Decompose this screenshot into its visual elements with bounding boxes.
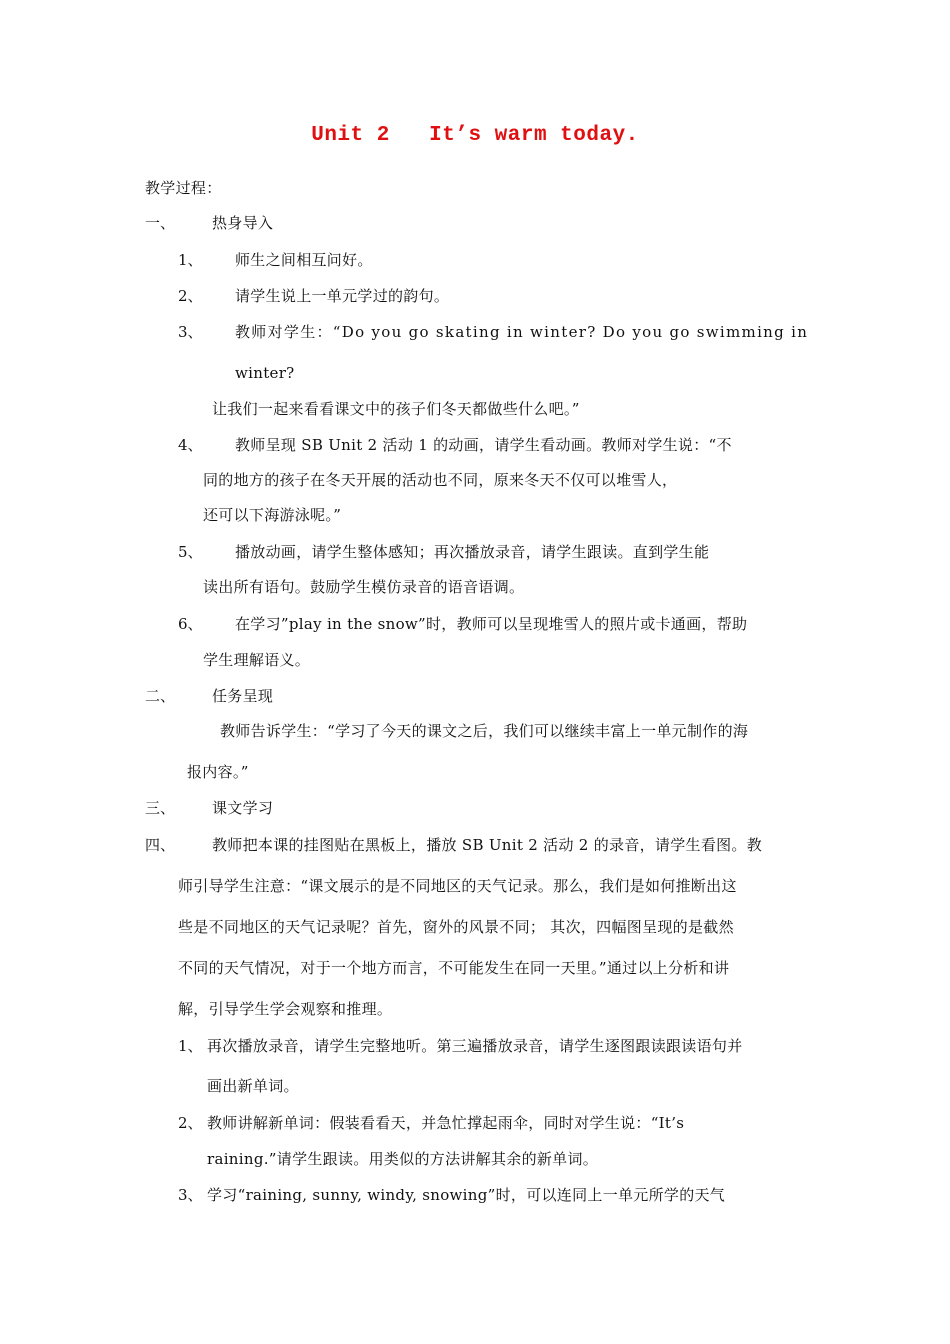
item-4-line-1: 教师呈现 SB Unit 2 活动 1 的动画，请学生看动画。教师对学生说：“不 (235, 436, 732, 454)
item-5-number: 5、 (178, 543, 203, 561)
doc-title: Unit 2 It’s warm today. (311, 124, 639, 147)
s4-item-2-number: 2、 (178, 1114, 203, 1132)
item-3-line-1: 教师对学生：“Do you go skating in winter? Do you go swimming in (235, 323, 809, 341)
item-4-line-3: 还可以下海游泳呢。” (203, 506, 342, 524)
section-1-heading: 热身导入 (212, 214, 274, 232)
section-1-number: 一、 (145, 214, 176, 232)
item-6-line-1: 在学习”play in the snow”时，教师可以呈现堆雪人的照片或卡通画，帮助 (235, 615, 748, 633)
s4-item-1-number: 1、 (178, 1037, 203, 1055)
section-3-number: 三、 (145, 799, 176, 817)
item-6-number: 6、 (178, 615, 203, 633)
process-label: 教学过程： (145, 179, 222, 197)
item-1-number: 1、 (178, 251, 203, 269)
section-4-line-4: 不同的天气情况，对于一个地方而言，不可能发生在同一天里。”通过以上分析和讲 (178, 959, 730, 977)
section-2-line-1: 教师告诉学生：“学习了今天的课文之后，我们可以继续丰富上一单元制作的海 (220, 722, 749, 740)
item-2-number: 2、 (178, 287, 203, 305)
section-2-number: 二、 (145, 687, 176, 705)
s4-item-2-line-2: raining.”请学生跟读。用类似的方法讲解其余的新单词。 (207, 1150, 599, 1168)
item-4-number: 4、 (178, 436, 203, 454)
item-5-line-2: 读出所有语句。鼓励学生模仿录音的语音语调。 (203, 578, 525, 596)
item-6-line-2: 学生理解语义。 (203, 651, 311, 669)
s4-item-3-number: 3、 (178, 1186, 203, 1204)
section-2-line-2: 报内容。” (187, 763, 249, 781)
item-3-line-3: 让我们一起来看看课文中的孩子们冬天都做些什么吧。” (212, 400, 580, 418)
section-4-line-5: 解，引导学生学会观察和推理。 (178, 1000, 393, 1018)
item-5-line-1: 播放动画，请学生整体感知；再次播放录音，请学生跟读。直到学生能 (235, 543, 710, 561)
item-2-line-1: 请学生说上一单元学过的韵句。 (235, 287, 450, 305)
s4-item-3-line-1: 学习“raining, sunny, windy, snowing”时，可以连同上一单元所学的天气 (207, 1186, 726, 1204)
s4-item-1-line-1: 再次播放录音，请学生完整地听。第三遍播放录音，请学生逐图跟读跟读语句并 (207, 1037, 743, 1055)
section-4-number: 四、 (145, 836, 176, 854)
item-4-line-2: 同的地方的孩子在冬天开展的活动也不同，原来冬天不仅可以堆雪人， (203, 471, 678, 489)
item-1-line-1: 师生之间相互问好。 (235, 251, 373, 269)
item-3-number: 3、 (178, 323, 203, 341)
section-3-heading: 课文学习 (212, 799, 274, 817)
section-4-line-3: 些是不同地区的天气记录呢？首先，窗外的风景不同； 其次，四幅图呈现的是截然 (178, 918, 734, 936)
section-4-line-1: 教师把本课的挂图贴在黑板上，播放 SB Unit 2 活动 2 的录音，请学生看图。教 (212, 836, 763, 854)
section-2-heading: 任务呈现 (212, 687, 274, 705)
s4-item-2-line-1: 教师讲解新单词：假装看看天，并急忙撑起雨伞，同时对学生说：“It’s (207, 1114, 685, 1132)
item-3-line-2: winter? (235, 364, 295, 382)
s4-item-1-line-2: 画出新单词。 (207, 1077, 299, 1095)
section-4-line-2: 师引导学生注意：“课文展示的是不同地区的天气记录。那么，我们是如何推断出这 (178, 877, 737, 895)
